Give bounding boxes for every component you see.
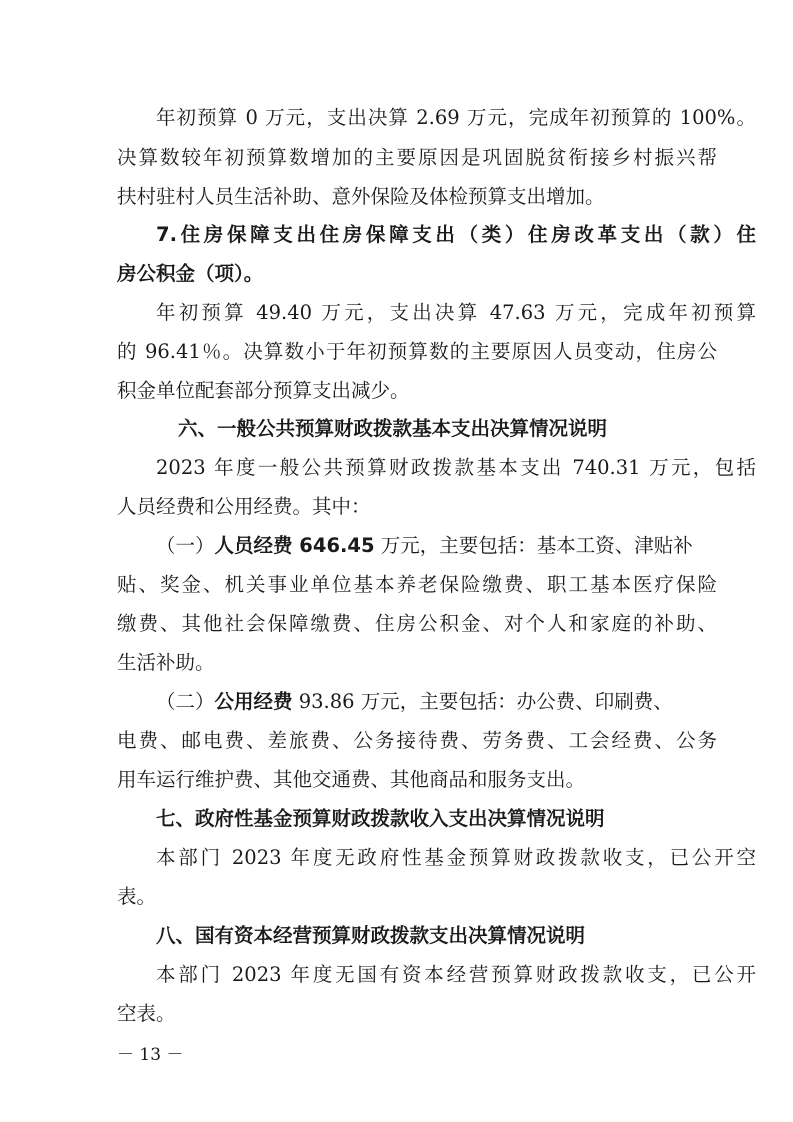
- paragraph-line: 人员经费和公用经费。其中：: [117, 495, 371, 518]
- paragraph-line: 的 96.41％。决算数小于年初预算数的主要原因人员变动，住房公: [117, 340, 717, 363]
- section-title-6: 六、一般公共预算财政拨款基本支出决算情况说明: [178, 417, 608, 440]
- item-prefix: （一）: [156, 534, 215, 557]
- section-title-7: 七、政府性基金预算财政拨款收入支出决算情况说明: [156, 807, 605, 830]
- paragraph-line: 缴费、其他社会保障缴费、住房公积金、对个人和家庭的补助、: [117, 612, 717, 635]
- paragraph-line: 2023 年度一般公共预算财政拨款基本支出 740.31 万元，包括: [156, 456, 756, 479]
- item-prefix: （二）: [156, 690, 215, 713]
- paragraph-line: 本部门 2023 年度无政府性基金预算财政拨款收支，已公开空: [156, 846, 756, 869]
- paragraph-line: 年初预算 0 万元，支出决算 2.69 万元，完成年初预算的 100%。: [156, 106, 756, 129]
- paragraph-line: 决算数较年初预算数增加的主要原因是巩固脱贫衔接乡村振兴帮: [117, 146, 717, 169]
- paragraph-line: 本部门 2023 年度无国有资本经营预算财政拨款收支，已公开: [156, 963, 756, 986]
- paragraph-line: 空表。: [117, 1002, 176, 1025]
- bold-term: 公用经费: [214, 690, 293, 713]
- paragraph-line: 贴、奖金、机关事业单位基本养老保险缴费、职工基本医疗保险: [117, 573, 717, 596]
- subsection-heading: 房公积金（项）。: [117, 262, 264, 285]
- paragraph-line: 扶村驻村人员生活补助、意外保险及体检预算支出增加。: [117, 185, 605, 208]
- bold-term: 人员经费 646.45: [214, 534, 375, 557]
- item-text: 万元，主要包括：基本工资、津贴补: [374, 534, 693, 557]
- paragraph-line: [156, 685, 756, 719]
- paragraph-line: [156, 529, 756, 563]
- paragraph-line: 表。: [117, 885, 157, 908]
- paragraph-line: 年初预算 49.40 万元，支出决算 47.63 万元，完成年初预算: [156, 301, 756, 324]
- paragraph-line: 积金单位配套部分预算支出减少。: [117, 379, 410, 402]
- paragraph-line: 电费、邮电费、差旅费、公务接待费、劳务费、工会经费、公务: [117, 729, 717, 752]
- subsection-heading: 7.住房保障支出住房保障支出（类）住房改革支出（款）住: [156, 223, 756, 246]
- page-number: － 13 －: [117, 1045, 184, 1065]
- paragraph-line: 用车运行维护费、其他交通费、其他商品和服务支出。: [117, 768, 586, 791]
- section-title-8: 八、国有资本经营预算财政拨款支出决算情况说明: [156, 924, 586, 947]
- paragraph-line: 生活补助。: [117, 651, 215, 674]
- item-text: 93.86 万元，主要包括：办公费、印刷费、: [292, 690, 673, 713]
